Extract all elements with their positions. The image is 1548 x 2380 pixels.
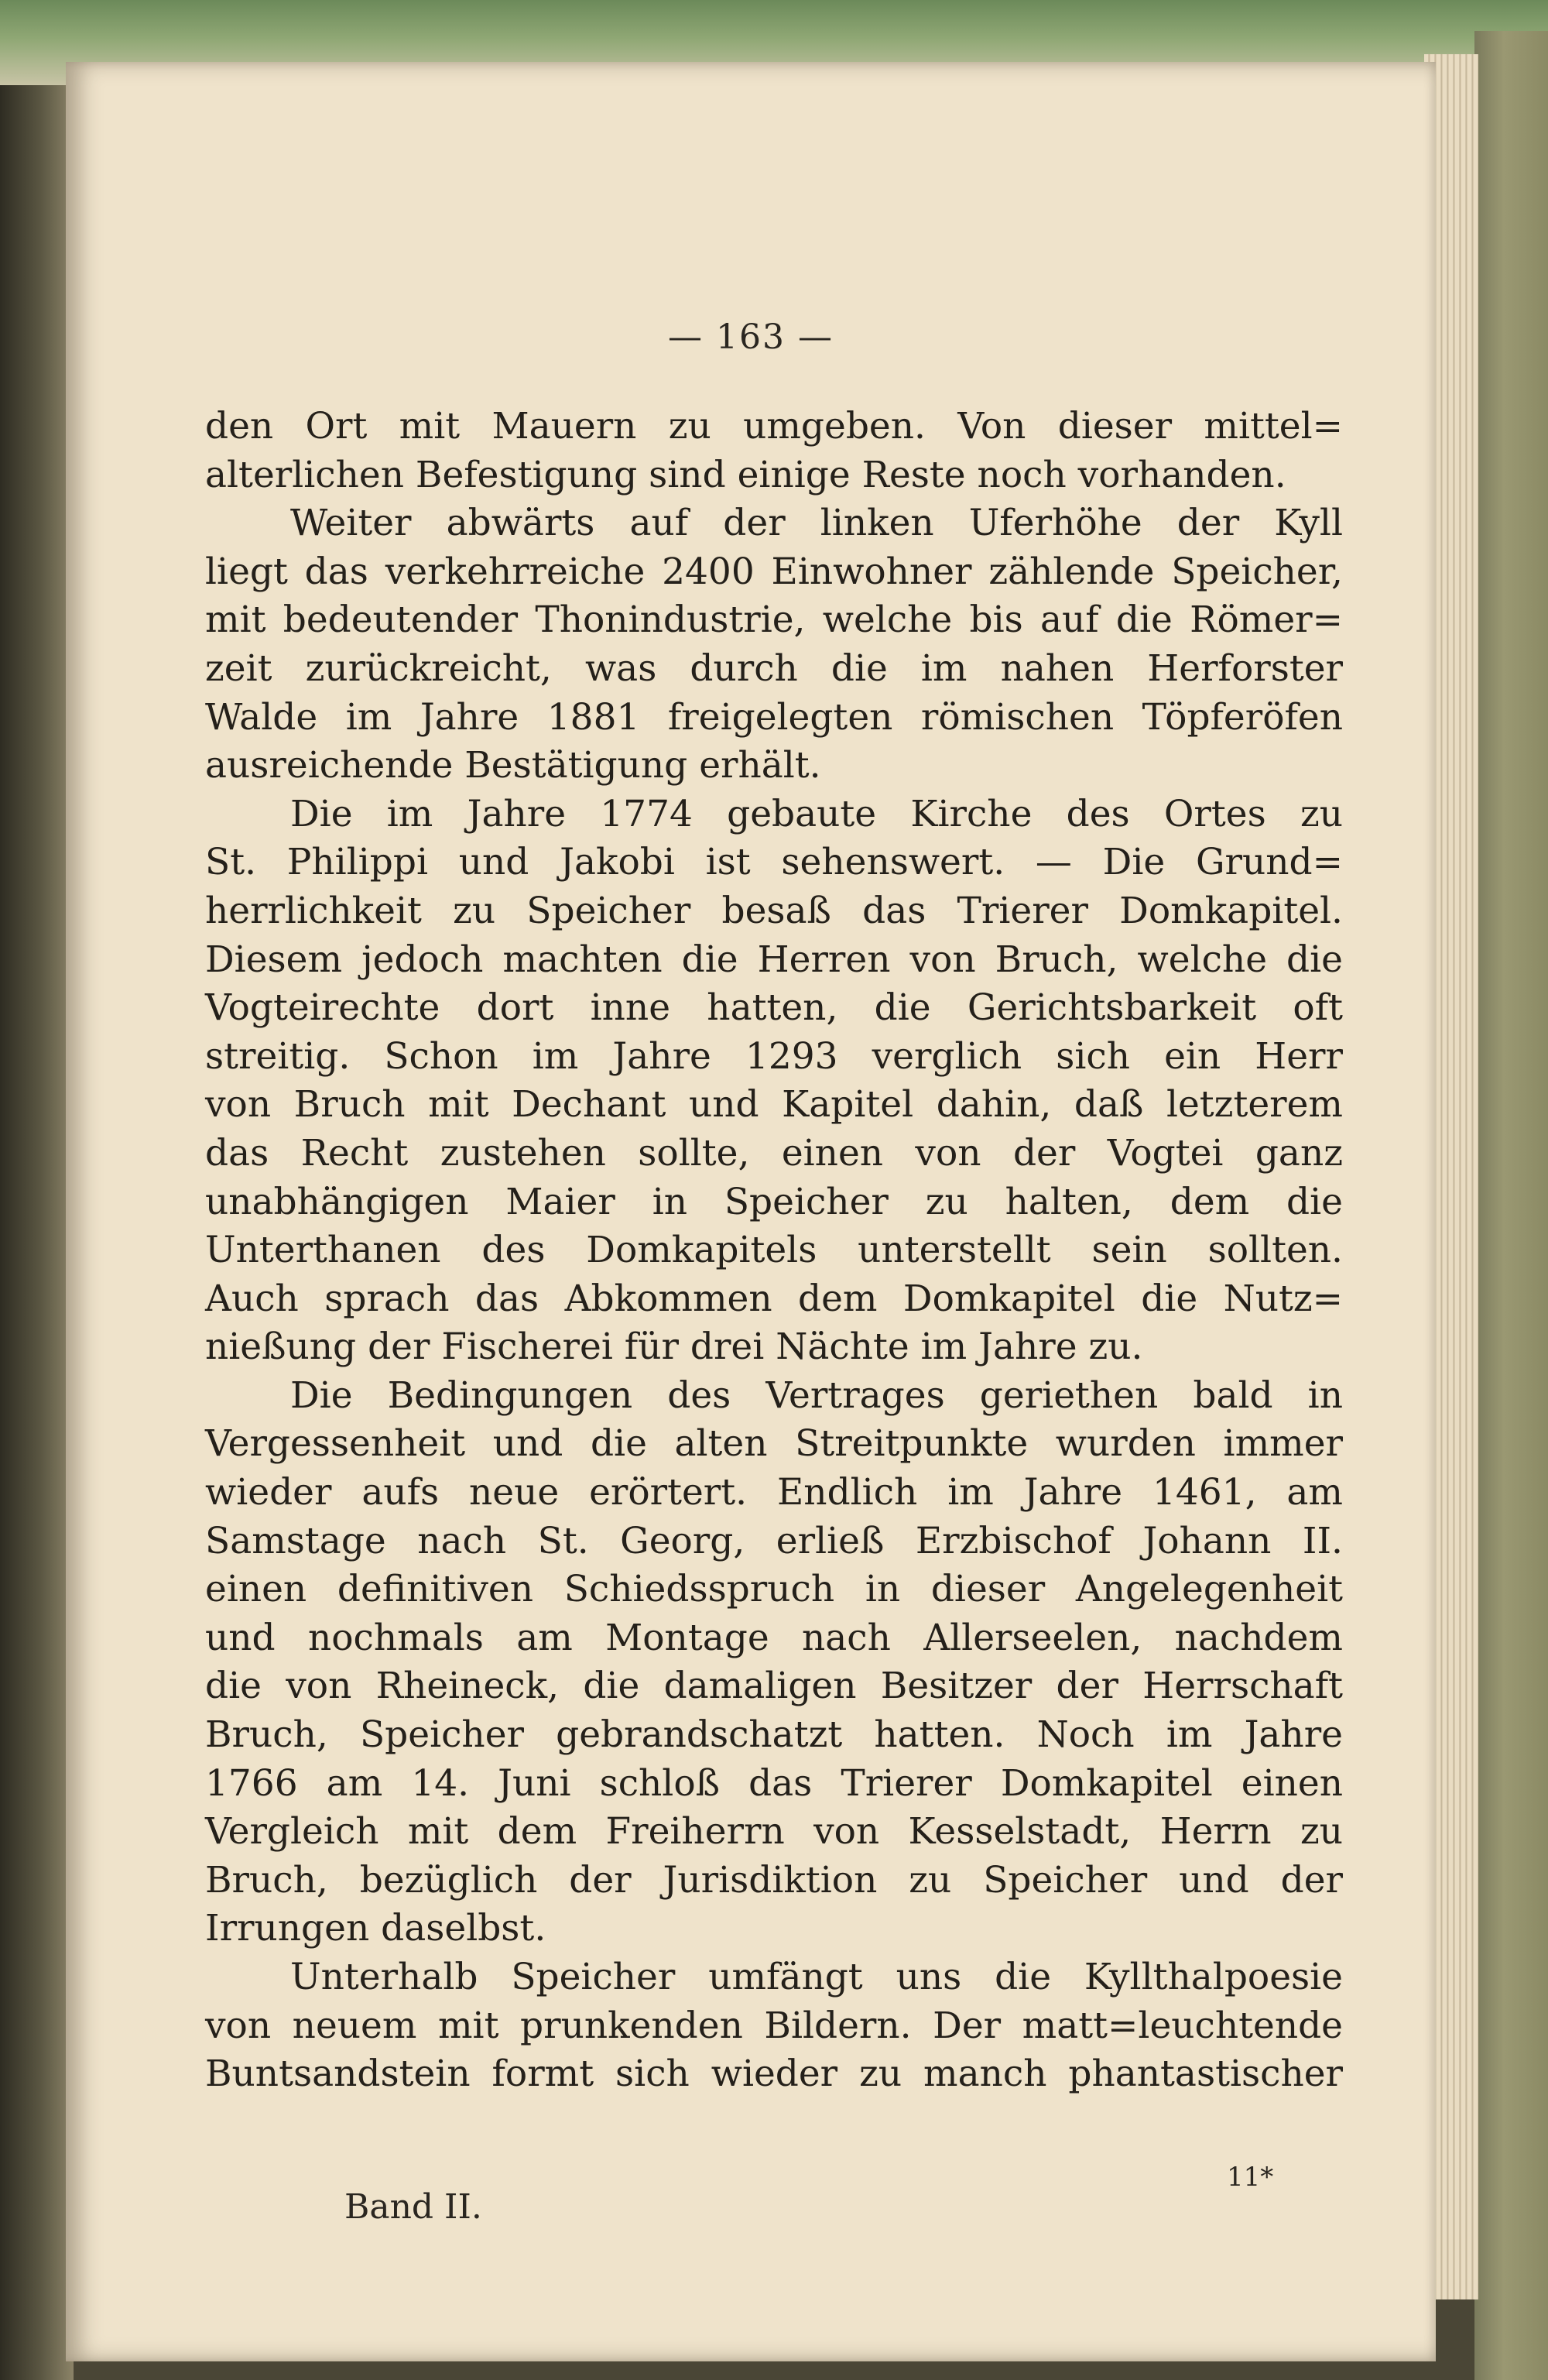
text-line: Vogteirechte dort inne hatten, die Gerichtsbarkeit oft [205,986,1343,1030]
text-line: Irrungen daselbst. [205,1907,546,1950]
text-line: Vergleich mit dem Freiherrn von Kesselstadt, Herrn zu [205,1810,1343,1854]
text-line: das Recht zustehen sollte, einen von der Vogtei ganz [205,1131,1343,1175]
text-line: Diesem jedoch machten die Herren von Bruch, welche die [205,938,1343,981]
text-line: die von Rheineck, die damaligen Besitzer der Herrschaft [205,1665,1343,1708]
text-line: nießung der Fischerei für drei Nächte im Jahre zu. [205,1325,1143,1369]
text-line: Die Bedingungen des Vertrages geriethen bald in [290,1373,1343,1417]
volume-signature: Band II. [344,2187,482,2227]
book-page [66,62,1436,2361]
book-spine-shadow [0,0,74,2380]
text-line: Bruch, Speicher gebrandschatzt hatten. Noch im Jahre [205,1713,1343,1757]
text-line: Samstage nach St. Georg, erließ Erzbischof Johann II. [205,1519,1343,1562]
text-line: St. Philippi und Jakobi ist sehenswert. — Die Grund= [205,841,1343,884]
text-line: alterlichen Befestigung sind einige Reste noch vorhanden. [205,453,1286,496]
text-line: 1766 am 14. Juni schloß das Trierer Domkapitel einen [205,1761,1343,1805]
text-line: von Bruch mit Dechant und Kapitel dahin, daß letzterem [205,1083,1343,1127]
text-line: unabhängigen Maier in Speicher zu halten, dem die [205,1180,1343,1223]
text-line: den Ort mit Mauern zu umgeben. Von dieser mittel= [205,405,1343,448]
text-line: Buntsandstein formt sich wieder zu manch phantastischer [205,2052,1343,2096]
text-line: mit bedeutender Thonindustrie, welche bis auf die Römer= [205,598,1343,642]
text-line: liegt das verkehrreiche 2400 Einwohner zählende Speicher, [205,550,1343,593]
text-line: und nochmals am Montage nach Allerseelen, nachdem [205,1616,1343,1659]
text-line: Unterhalb Speicher umfängt uns die Kyllthalpoesie [290,1956,1343,1998]
text-line: Walde im Jahre 1881 freigelegten römischen Töpferöfen [205,695,1343,739]
text-line: herrlichkeit zu Speicher besaß das Trierer Domkapitel. [205,889,1343,932]
page-number: — 163 — [668,317,834,357]
text-line: Vergessenheit und die alten Streitpunkte wurden immer [205,1422,1343,1466]
text-line: einen definitiven Schiedsspruch in dieser Angelegenheit [205,1568,1343,1611]
text-line: Weiter abwärts auf der linken Uferhöhe der Kyll [290,502,1343,545]
sheet-mark: 11* [1227,2162,1274,2193]
text-line: Auch sprach das Abkommen dem Domkapitel die Nutz= [205,1277,1343,1320]
text-line: von neuem mit prunkenden Bildern. Der matt=leuchtende [205,2004,1343,2047]
text-line: wieder aufs neue erörtert. Endlich im Jahre 1461, am [205,1471,1343,1514]
book-cover-right-edge [1474,31,1548,2380]
text-line: ausreichende Bestätigung erhält. [205,744,821,787]
body-text [205,403,1343,2099]
text-line: Bruch, bezüglich der Jurisdiktion zu Speicher und der [205,1858,1343,1902]
text-line: Die im Jahre 1774 gebaute Kirche des Ortes zu [290,792,1343,835]
text-line: streitig. Schon im Jahre 1293 verglich sich ein Herr [205,1034,1343,1078]
text-line: Unterthanen des Domkapitels unterstellt sein sollten. [205,1229,1343,1272]
text-line: zeit zurückreicht, was durch die im nahen Herforster [205,646,1343,690]
